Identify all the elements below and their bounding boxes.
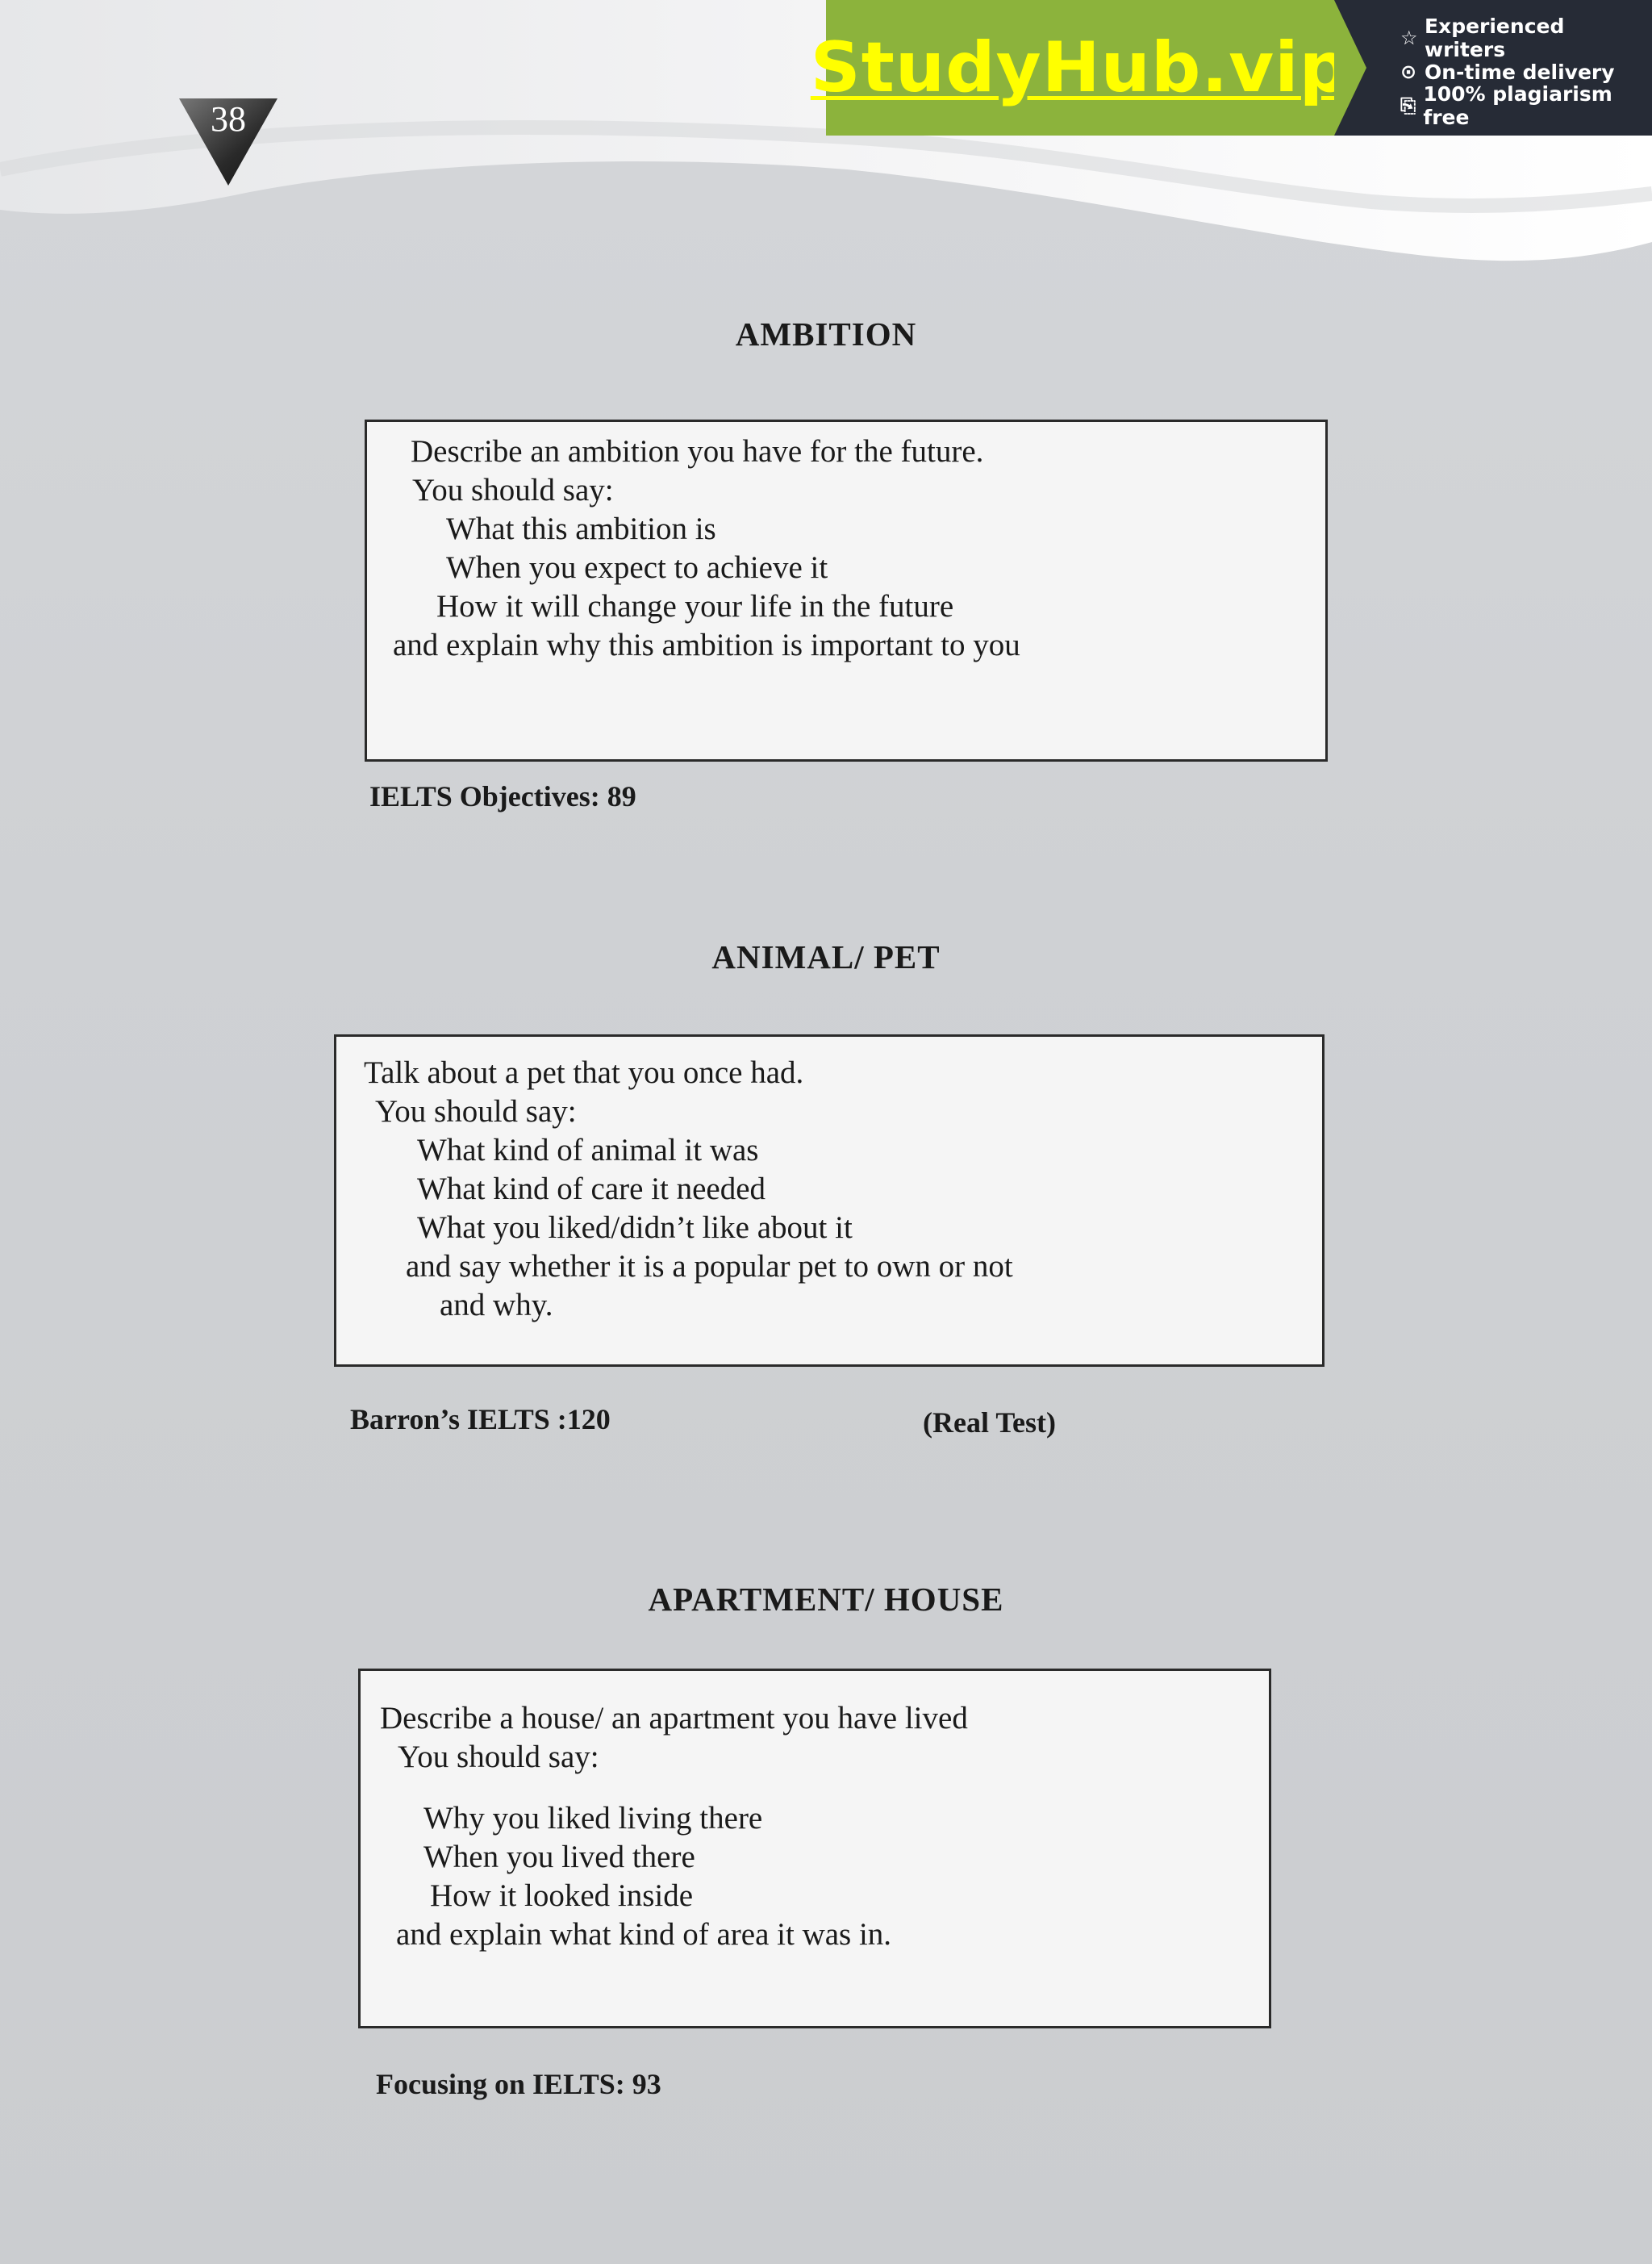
- source-note: (Real Test): [923, 1406, 1056, 1439]
- cue-card-line: What this ambition is: [446, 512, 716, 546]
- section-title-animal-pet: ANIMAL/ PET: [711, 938, 941, 975]
- ad-feature-item: [1400, 15, 1652, 61]
- cue-card-line: Talk about a pet that you once had.: [364, 1055, 804, 1090]
- document-icon: ⎘: [1400, 94, 1416, 117]
- cue-card-line: and explain what kind of area it was in.: [396, 1917, 892, 1952]
- ad-logo[interactable]: [810, 0, 1350, 136]
- cue-card-line: and explain why this ambition is important to you: [393, 628, 1020, 662]
- cue-card-ambition: [365, 420, 1328, 762]
- ad-feature-item: [1400, 82, 1652, 129]
- cue-card-line: You should say:: [412, 473, 614, 508]
- cue-card-line: What you liked/didn’t like about it: [417, 1210, 853, 1245]
- cue-card-line: Describe a house/ an apartment you have lived: [380, 1701, 968, 1736]
- cue-card-line: How it will change your life in the future: [436, 589, 954, 624]
- cue-card-line: and say whether it is a popular pet to own or not: [406, 1249, 1013, 1284]
- ad-feature-label: Experienced writers: [1424, 15, 1565, 61]
- cue-card-line: and why.: [440, 1288, 553, 1322]
- ad-logo-text[interactable]: StudyHub.vip: [810, 27, 1350, 108]
- cue-card-line: When you expect to achieve it: [446, 550, 828, 585]
- cue-card-line: Why you liked living there: [423, 1801, 763, 1836]
- section-title-apartment-house: APARTMENT/ HOUSE: [648, 1581, 1004, 1618]
- cue-card-line: What kind of animal it was: [417, 1133, 759, 1168]
- source-reference: Barron’s IELTS :120: [350, 1403, 611, 1435]
- cue-card-apartment-house: [358, 1669, 1271, 2028]
- cue-card-animal-pet: [334, 1034, 1325, 1367]
- cue-card-line: When you lived there: [423, 1840, 695, 1874]
- star-icon: ☆: [1400, 27, 1418, 49]
- ad-arrow-shape: [1334, 0, 1366, 136]
- page-number: 38: [211, 99, 246, 139]
- section-title-ambition: AMBITION: [735, 315, 917, 353]
- cue-card-line: How it looked inside: [430, 1878, 694, 1913]
- cue-card-line: What kind of care it needed: [417, 1172, 766, 1206]
- source-reference: Focusing on IELTS: 93: [376, 2068, 661, 2100]
- ad-feature-label: 100% plagiarism free: [1423, 82, 1612, 129]
- ad-banner[interactable]: [810, 0, 1652, 136]
- clock-icon: ⊙: [1400, 61, 1417, 83]
- cue-card-line: You should say:: [375, 1094, 577, 1129]
- cue-card-line: You should say:: [398, 1740, 599, 1774]
- ad-feature-label: On-time delivery: [1425, 60, 1615, 84]
- ad-features: [1334, 0, 1652, 136]
- source-reference: IELTS Objectives: 89: [369, 780, 636, 812]
- cue-card-line: Describe an ambition you have for the future.: [411, 434, 984, 469]
